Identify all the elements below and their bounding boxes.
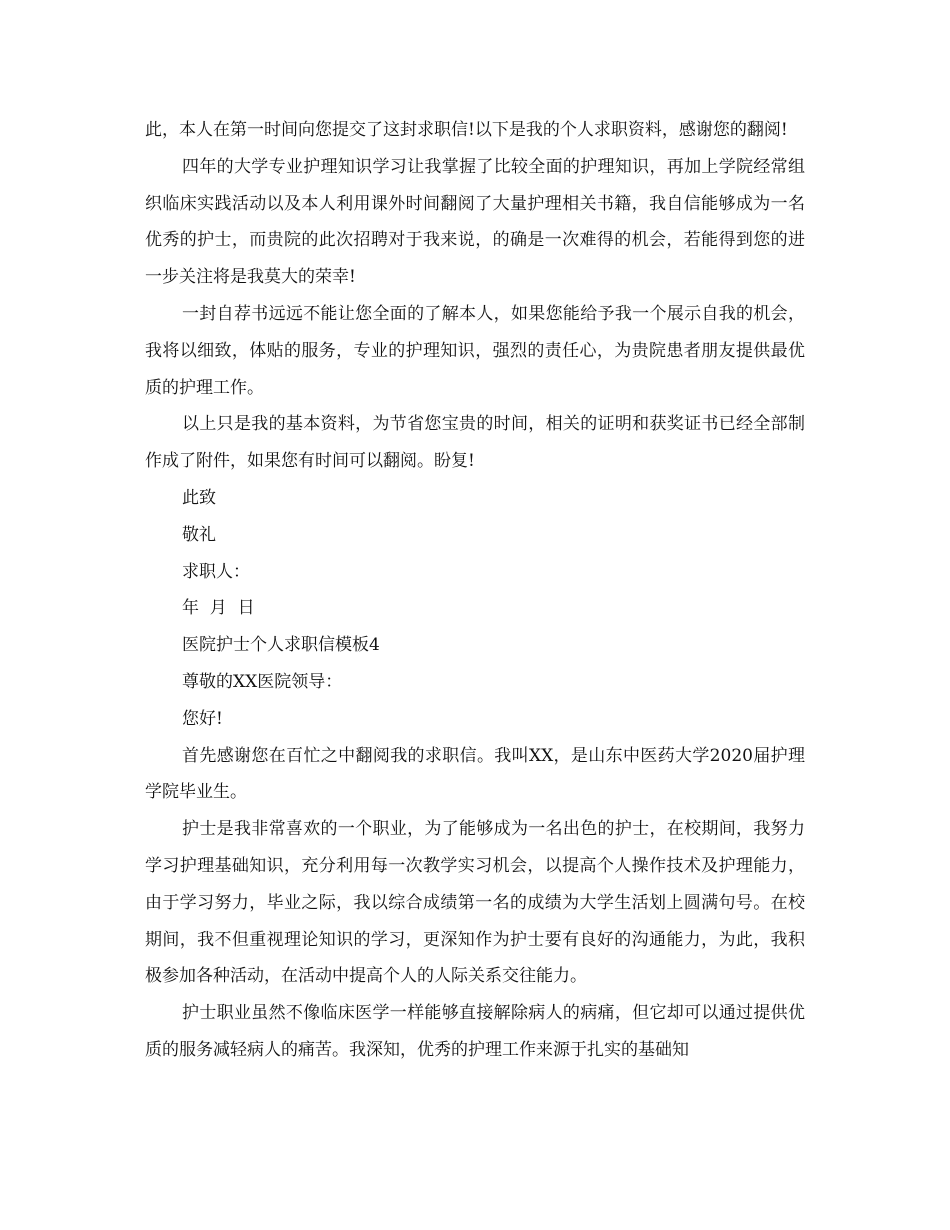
- letter-greeting: 您好!: [182, 708, 223, 729]
- document-body: [145, 112, 805, 1069]
- closing-regards: 敬礼: [182, 524, 216, 545]
- section-title: 医院护士个人求职信模板4: [182, 635, 380, 656]
- paragraph-school-experience: 护士是我非常喜欢的一个职业，为了能够成为一名出色的护士，在校期间，我努力学习护理基础知识，充分利用每一次教学实习机会，以提高个人操作技术及护理能力，由于学习努力，毕业之际，我以综合成绩第一名的成绩为大学生活划上圆满句号。在校期间，我不但重视理论知识的学习，更深知作为护士要有良好的沟通能力，为此，我积极参加各种活动，在活动中提高个人的人际关系交往能力。: [145, 819, 805, 987]
- paragraph-introduction: 首先感谢您在百忙之中翻阅我的求职信。我叫XX，是山东中医药大学2020届护理学院毕业生。: [145, 745, 805, 803]
- paragraph-nursing-study: 四年的大学专业护理知识学习让我掌握了比较全面的护理知识，再加上学院经常组织临床实践活动以及本人利用课外时间翻阅了大量护理相关书籍，我自信能够成为一名优秀的护士，而贵院的此次招聘对于我来说，的确是一次难得的机会，若能得到您的进一步关注将是我莫大的荣幸!: [145, 156, 805, 288]
- closing-salutation: 此致: [182, 487, 216, 508]
- date-line: 年 月 日: [182, 598, 255, 619]
- paragraph-attachments: 以上只是我的基本资料，为节省您宝贵的时间，相关的证明和获奖证书已经全部制作成了附件，如果您有时间可以翻阅。盼复!: [145, 414, 805, 472]
- applicant-signature-label: 求职人：: [182, 561, 250, 582]
- letter-recipient: 尊敬的XX医院领导：: [182, 671, 343, 692]
- paragraph-nursing-career: 护士职业虽然不像临床医学一样能够直接解除病人的病痛，但它却可以通过提供优质的服务减轻病人的痛苦。我深知，优秀的护理工作来源于扎实的基础知: [145, 1003, 805, 1060]
- paragraph-self-recommendation: 一封自荐书远远不能让您全面的了解本人，如果您能给予我一个展示自我的机会，我将以细致，体贴的服务，专业的护理知识，强烈的责任心，为贵院患者朋友提供最优质的护理工作。: [145, 303, 805, 398]
- paragraph-continuation: 此，本人在第一时间向您提交了这封求职信!以下是我的个人求职资料，感谢您的翻阅!: [145, 120, 788, 140]
